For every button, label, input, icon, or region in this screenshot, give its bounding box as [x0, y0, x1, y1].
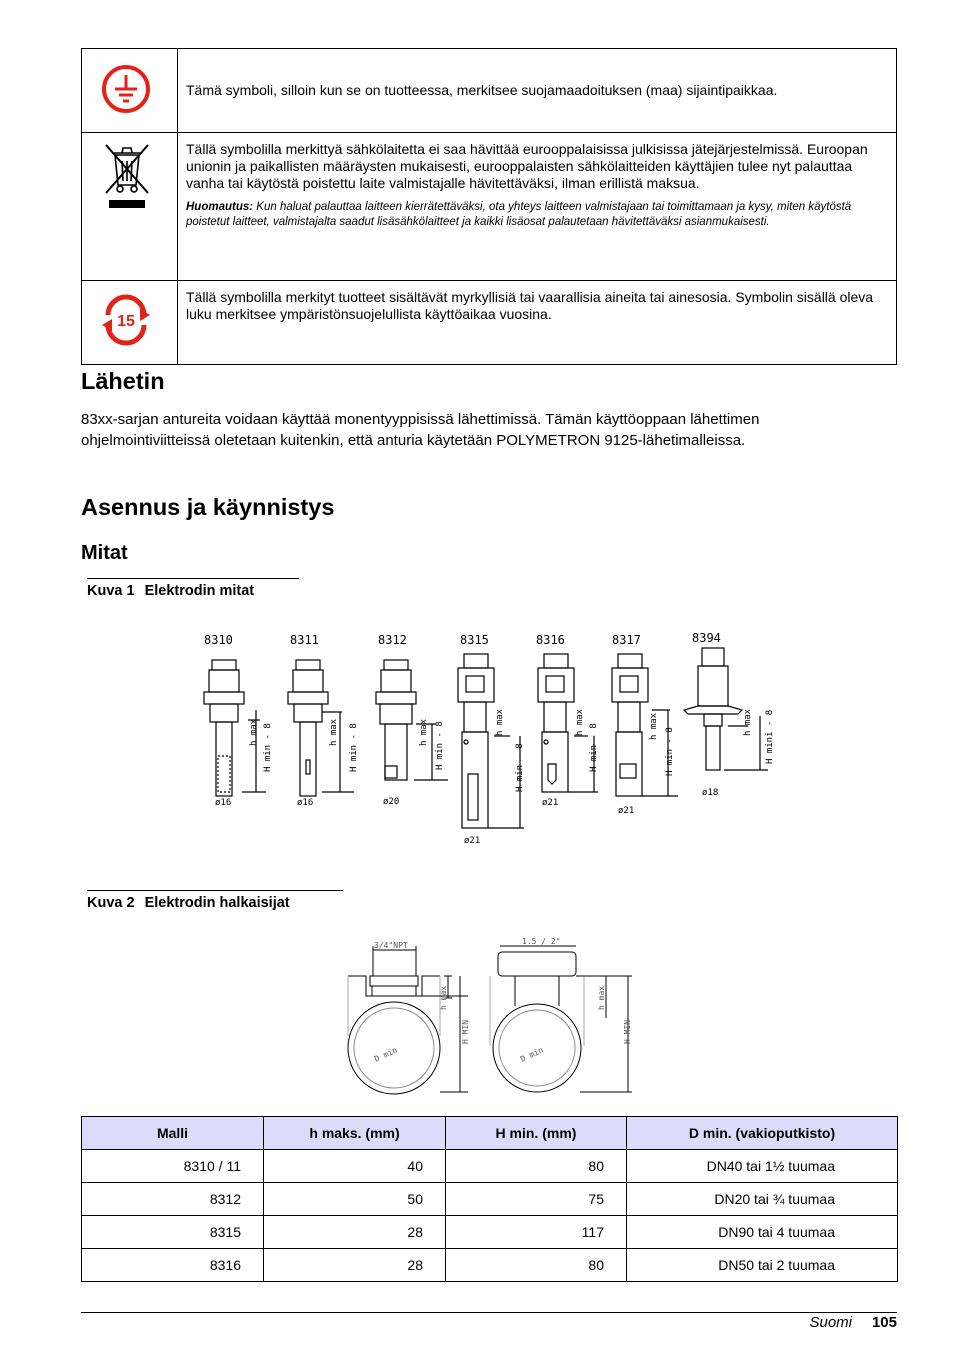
note-label: Huomautus: — [186, 201, 254, 213]
electrode-8315 — [458, 654, 524, 828]
hmax-label: h max — [597, 985, 606, 1010]
symbol-description: Tällä symbolilla merkittyä sähkölaitetta ei saa hävittää eurooppalaisissa julkisissa jätejärjestelmissä. Euroopan unionin ja paikallisten määräysten mukaisesti, eurooppalaisten sähkölaitteiden käyttäjien tulee nyt palauttaa vanha tai käytöstä poistettu laite valmistajalle hävitettäväksi, ilman erillistä maksua. — [186, 141, 868, 191]
note — [186, 200, 888, 230]
table-cell: 75 — [446, 1183, 627, 1216]
table-header-row — [82, 1117, 898, 1150]
column-header: h maks. (mm) — [264, 1117, 446, 1150]
electrode-8311 — [288, 660, 354, 796]
table-cell: DN40 tai 1½ tuumaa — [627, 1150, 898, 1183]
hmin-label: H MIN — [461, 1019, 470, 1044]
symbol-description-cell — [178, 133, 897, 281]
model-code: 8316 — [536, 633, 565, 647]
table-cell: 40 — [264, 1150, 446, 1183]
electrode-diameter-drawing — [340, 936, 640, 1096]
diameter-label: ø21 — [542, 798, 559, 808]
column-header: Malli — [82, 1117, 264, 1150]
section-title-transmitter: Lähetin — [81, 368, 165, 394]
table-cell: DN20 tai ¾ tuumaa — [627, 1183, 898, 1216]
diameter-label: ø21 — [618, 806, 635, 816]
table-cell: 80 — [446, 1150, 627, 1183]
table-cell: 8312 — [82, 1183, 264, 1216]
table-row — [82, 1183, 898, 1216]
table-cell: 28 — [264, 1216, 446, 1249]
hmin-label: H min - 8 — [515, 743, 525, 792]
figure-title: Elektrodin mitat — [144, 583, 255, 599]
table-cell: 50 — [264, 1183, 446, 1216]
efup-number: 15 — [117, 313, 135, 330]
efup-15-icon — [82, 281, 177, 359]
symbol-cell — [82, 133, 178, 281]
dmin-label: D min — [373, 1045, 399, 1064]
table-cell: 8310 / 11 — [82, 1150, 264, 1183]
model-code: 8394 — [692, 631, 721, 645]
electrode-dimensions-drawing — [198, 624, 784, 850]
figure-title: Elektrodin halkaisijat — [144, 895, 290, 911]
symbol-row — [82, 133, 897, 281]
symbol-row — [82, 281, 897, 365]
hmax-label: h max — [329, 718, 339, 746]
symbol-description: Tällä symbolilla merkityt tuotteet sisältävät myrkyllisiä tai vaarallisia aineita tai ainesosia. Symbolin sisällä oleva luku merkitsee ympäristönsuojelullista käyttöaikaa vuosina. — [178, 281, 897, 365]
table-cell: 8315 — [82, 1216, 264, 1249]
model-code: 8315 — [460, 633, 489, 647]
table-row — [82, 1150, 898, 1183]
table-cell: 80 — [446, 1249, 627, 1282]
section-title-installation: Asennus ja käynnistys — [81, 494, 335, 520]
electrode-data-table — [81, 1116, 898, 1282]
table-cell: 117 — [446, 1216, 627, 1249]
model-code: 8311 — [290, 633, 319, 647]
column-header: H min. (mm) — [446, 1117, 627, 1150]
hmax-label: h max — [649, 712, 659, 740]
protective-earth-icon — [82, 49, 177, 127]
hmin-label: H min - 8 — [435, 721, 445, 770]
hmax-label: h max — [249, 718, 259, 746]
thread-label-left: 3/4"NPT — [374, 941, 408, 950]
hmini-label: H mini - 8 — [765, 709, 775, 764]
hmin-label: H min - 8 — [263, 723, 273, 772]
table-cell: 8316 — [82, 1249, 264, 1282]
section-title-dimensions: Mitat — [81, 542, 128, 564]
table-cell: 28 — [264, 1249, 446, 1282]
crossed-out-bin-icon — [82, 133, 177, 275]
table-row — [82, 1249, 898, 1282]
table-cell: DN90 tai 4 tuumaa — [627, 1216, 898, 1249]
footer-rule — [81, 1312, 897, 1313]
table-row — [82, 1216, 898, 1249]
figure-number: Kuva 2 — [87, 895, 135, 911]
hmin-label: H min - 8 — [589, 723, 599, 772]
hmax-label: h max — [743, 708, 753, 736]
hmax-label: h max — [495, 708, 505, 736]
hmin-label: H MIN — [623, 1019, 632, 1044]
symbols-table — [81, 48, 897, 365]
page-number: 105 — [871, 1314, 897, 1331]
diameter-label: ø16 — [297, 798, 314, 808]
model-code: 8312 — [378, 633, 407, 647]
hmin-label: H min - 8 — [665, 727, 675, 776]
section-body: 83xx-sarjan antureita voidaan käyttää monentyyppisissä lähettimissä. Tämän käyttöoppaan lähettimen ohjelmointiviitteissä oletetaan kuitenkin, että anturia käytetään POLYMETRON 9125-lähetimalleissa. — [81, 411, 760, 449]
symbol-cell — [82, 49, 178, 133]
model-code: 8317 — [612, 633, 641, 647]
figure-2-caption — [87, 890, 343, 911]
table-cell: DN50 tai 2 tuumaa — [627, 1249, 898, 1282]
hmax-label: h max — [419, 718, 429, 746]
figure-1-caption — [87, 578, 299, 599]
symbol-row — [82, 49, 897, 133]
hmax-label: h max — [439, 985, 448, 1010]
electrode-8394 — [684, 648, 768, 770]
note-text: Kun haluat palauttaa laitteen kierrätettäväksi, ota yhteys laitteen valmistajaan tai toimittamaan ja kysy, miten käytöstä poistetut laitteet, valmistajalta saadut lisäsähkölaitteet ja kaikki lisäosat palautetaan hävitettäväksi asianmukaisesti. — [186, 201, 852, 228]
hmin-label: H min - 8 — [349, 723, 359, 772]
footer-language: Suomi — [809, 1314, 852, 1331]
dmin-label: D min — [519, 1045, 545, 1064]
diameter-label: ø21 — [464, 836, 481, 846]
symbol-cell — [82, 281, 178, 365]
diameter-label: ø20 — [383, 797, 400, 807]
column-header: D min. (vakioputkisto) — [627, 1117, 898, 1150]
model-code: 8310 — [204, 633, 233, 647]
hmax-label: h max — [575, 708, 585, 736]
diameter-label: ø16 — [215, 798, 232, 808]
thread-label-right: 1.5 / 2" — [522, 937, 561, 946]
diameter-label: ø18 — [702, 788, 719, 798]
symbol-description: Tämä symboli, silloin kun se on tuotteessa, merkitsee suojamaadoituksen (maa) sijaintipaikkaa. — [178, 49, 897, 133]
figure-number: Kuva 1 — [87, 583, 135, 599]
